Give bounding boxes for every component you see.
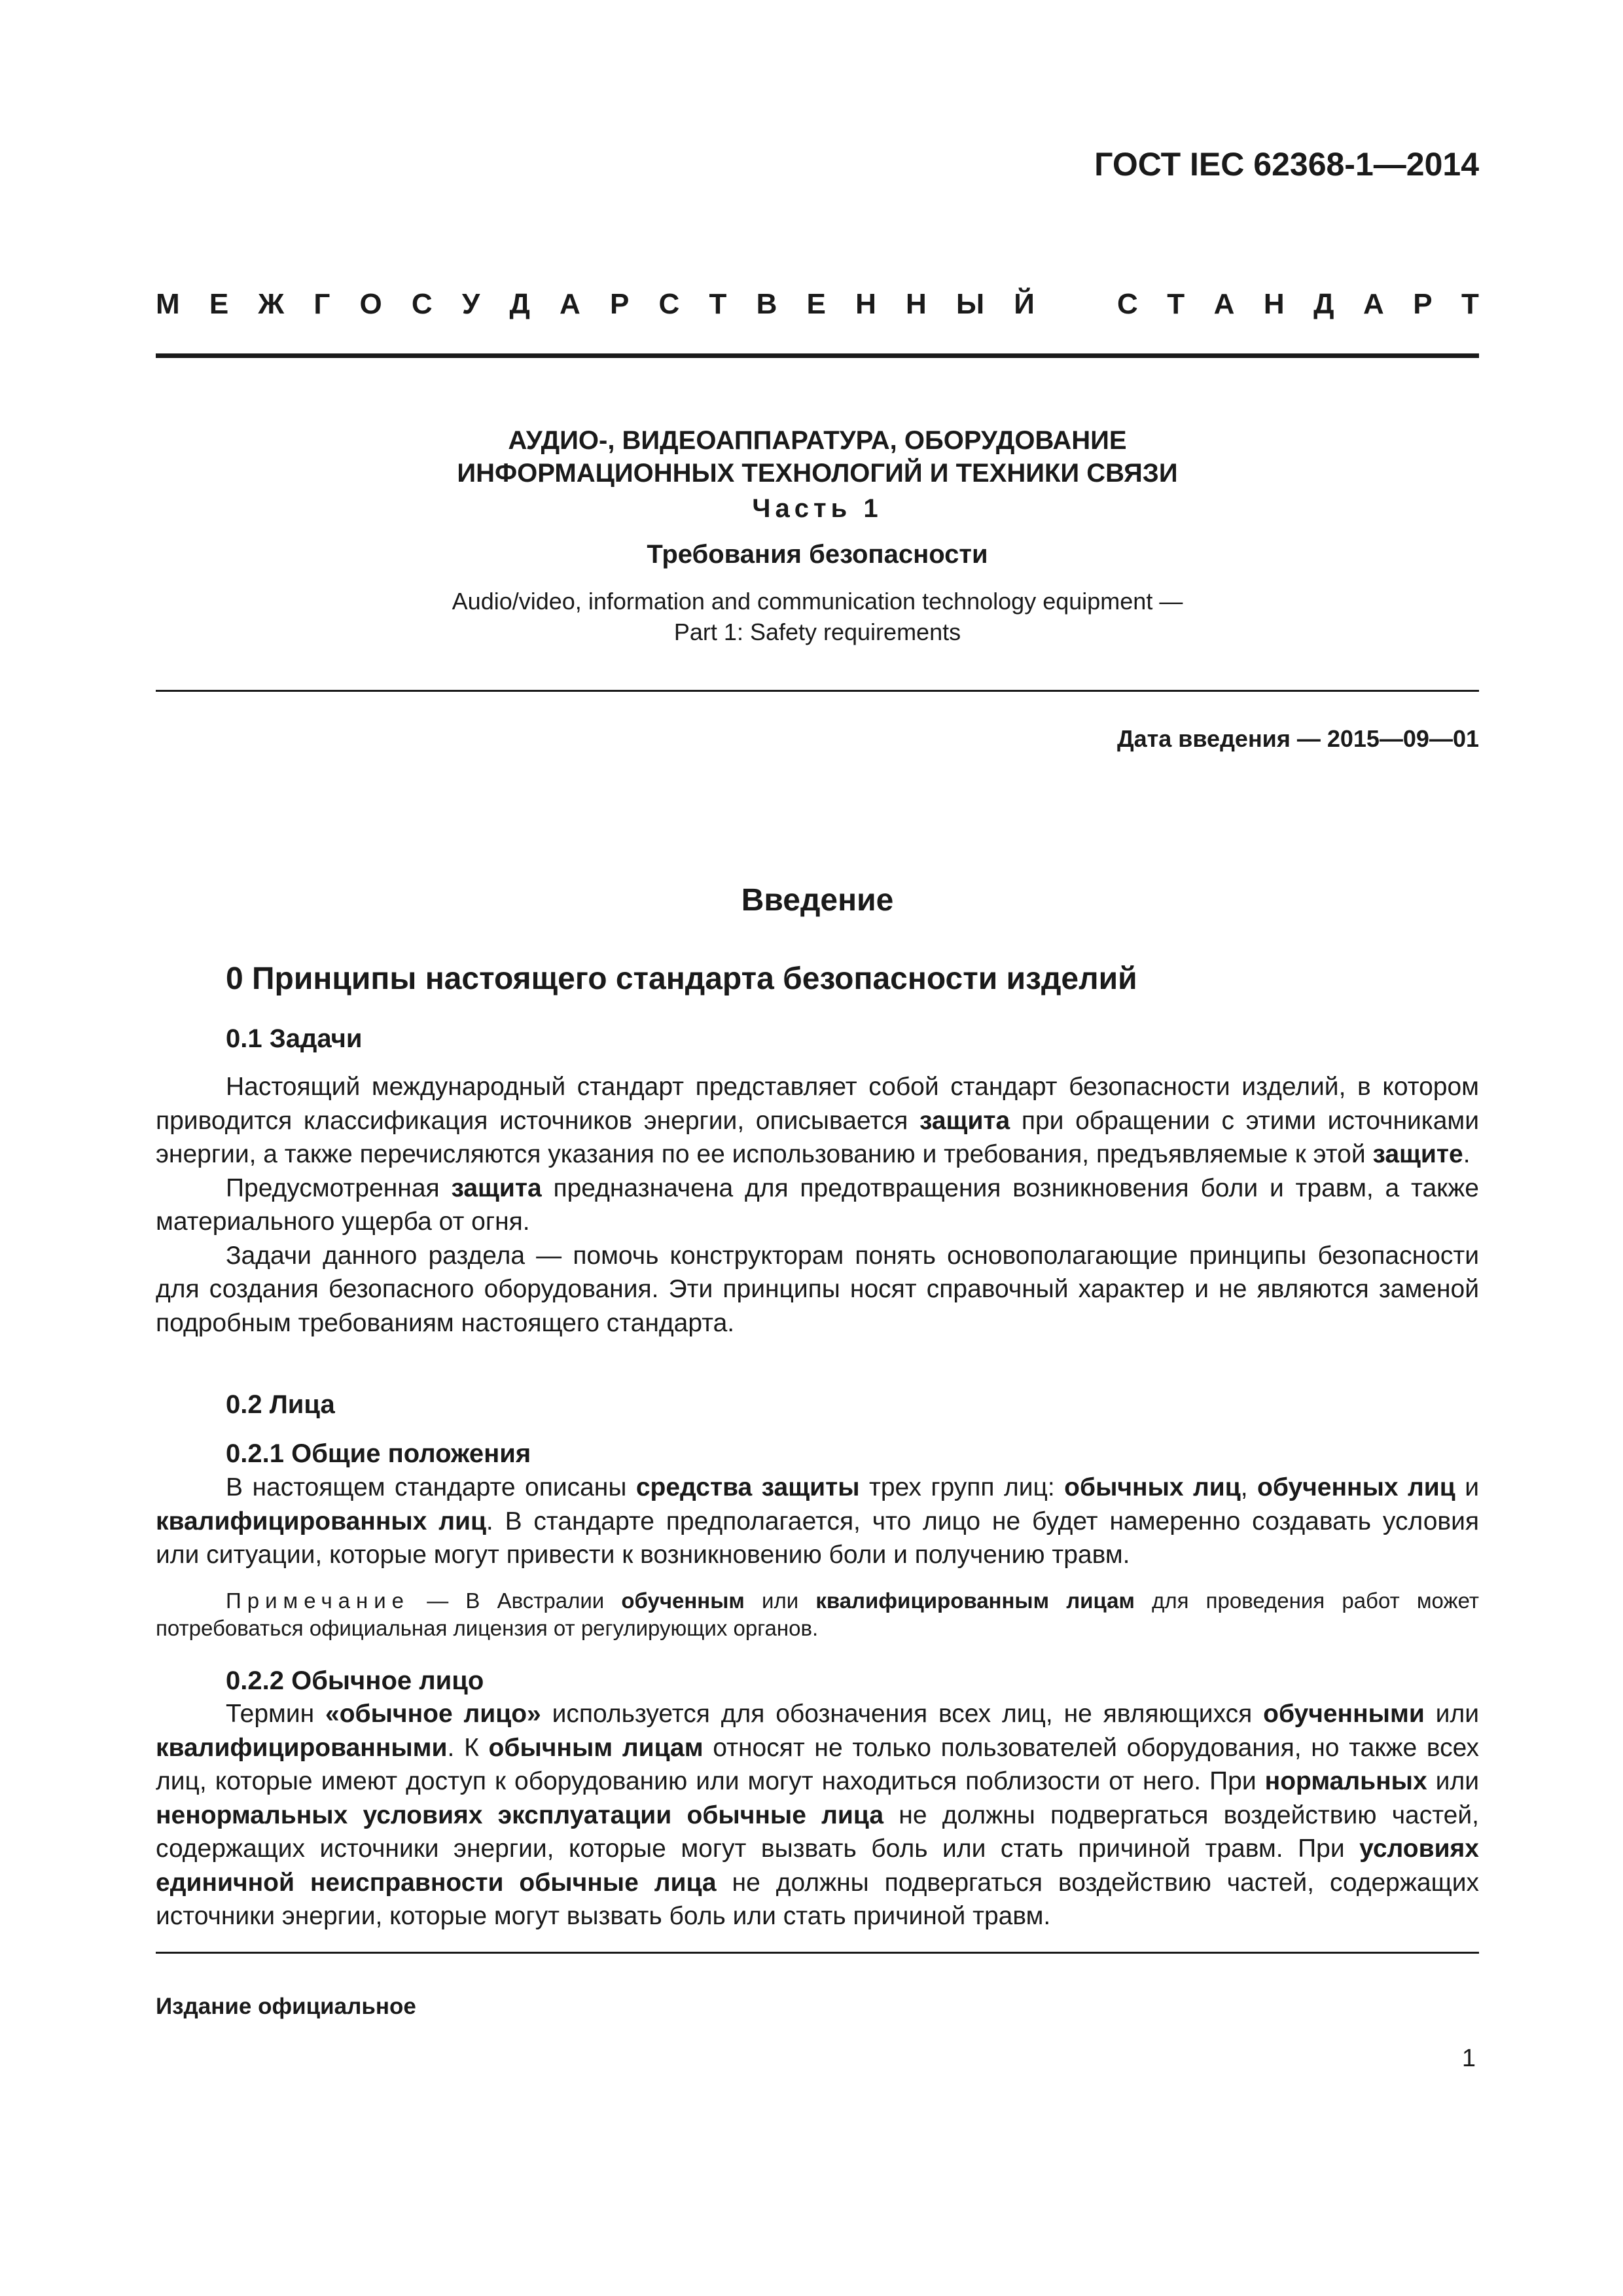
text-run: не должны подвергаться воздействию частей, содержащих источники энергии, которые могут вызвать боль или стать причиной травм.: [156, 1868, 1479, 1930]
standard-type-heading: [156, 288, 1479, 321]
section-0-1-body: [156, 1070, 1479, 1340]
bold-term: обученным: [621, 1588, 745, 1613]
english-title-line-2: Part 1: Safety requirements: [673, 619, 961, 645]
bold-term: квалифицированным лицам: [815, 1588, 1135, 1613]
paragraph: [156, 1697, 1479, 1933]
text-run: Задачи данного раздела — помочь конструкторам понять основополагающие принципы безопасности для создания безопасного оборудования. Эти принципы носят справочный характер и не являются заменой подробным требованиям настоящего стандарта.: [156, 1241, 1479, 1337]
section-0-heading: 0 Принципы настоящего стандарта безопасности изделий: [226, 961, 1137, 996]
heading-letter: Г: [313, 288, 330, 320]
text-run: ,: [1240, 1473, 1258, 1501]
bold-term: обычным лицам: [488, 1733, 704, 1762]
bold-term: ненормальных условиях эксплуатации обычные лица: [156, 1801, 884, 1829]
text-run: Термин: [226, 1700, 326, 1728]
bold-term: защита: [451, 1174, 542, 1202]
title-line-1: АУДИО-, ВИДЕОАППАРАТУРА, ОБОРУДОВАНИЕ: [508, 426, 1127, 455]
bold-term: нормальных: [1264, 1767, 1427, 1795]
document-title: [156, 424, 1479, 490]
text-run: при обращении с этими источниками энергии, а также перечисляются указания по ее использованию и требования, предъявляемые к этой: [156, 1106, 1480, 1168]
text-run: трех групп лиц:: [859, 1473, 1065, 1501]
section-0-2-2-heading: 0.2.2 Обычное лицо: [226, 1666, 484, 1695]
heading-letter: Е: [209, 288, 229, 320]
bold-term: квалифицированных лиц: [156, 1507, 486, 1535]
paragraph: [156, 1070, 1479, 1172]
text-run: предназначена для предотвращения возникновения боли и травм, а также материального ущерба от огня.: [156, 1174, 1479, 1236]
bold-term: защите: [1372, 1140, 1463, 1168]
date-of-introduction: Дата введения — 2015—09—01: [1116, 725, 1479, 752]
heading-letter: Д: [509, 288, 530, 320]
heading-letter: Т: [1461, 288, 1479, 320]
heading-letter: Е: [806, 288, 826, 320]
heading-letter: С: [1117, 288, 1138, 320]
heading-letter: Т: [1167, 288, 1185, 320]
official-edition-label: Издание официальное: [156, 1994, 416, 2019]
bold-term: обученными: [1263, 1700, 1425, 1728]
title-line-2: ИНФОРМАЦИОННЫХ ТЕХНОЛОГИЙ И ТЕХНИКИ СВЯЗИ: [457, 459, 1178, 488]
text-run: .: [1463, 1140, 1471, 1168]
text-run: относят не только пользователей оборудования, но также всех лиц, которые имеют доступ к оборудованию или могут находиться поблизости от него. При: [156, 1733, 1480, 1795]
english-title-line-1: Audio/video, information and communication technology equipment —: [452, 588, 1183, 615]
bold-term: защита: [919, 1106, 1010, 1135]
text-run: Настоящий международный стандарт представляет собой стандарт безопасности изделий, в котором приводится классификация источников энергии, описывается: [156, 1073, 1479, 1135]
bold-term: условиях единичной неисправности обычные лица: [156, 1835, 1479, 1897]
text-run: Предусмотренная: [226, 1174, 452, 1202]
heading-letter: Р: [609, 288, 630, 320]
heading-letter: Д: [1313, 288, 1334, 320]
text-run: и: [1455, 1473, 1480, 1501]
page-number: 1: [1461, 2045, 1476, 2072]
text-run: для проведения работ может потребоваться официальная лицензия от регулирующих органов.: [156, 1588, 1479, 1640]
gost-designation: ГОСТ IEC 62368-1—2014: [1094, 146, 1479, 183]
introduction-heading: Введение: [741, 883, 894, 918]
paragraph: [156, 1471, 1479, 1572]
bold-term: обученных лиц: [1257, 1473, 1455, 1501]
section-0-2-heading: 0.2 Лица: [226, 1390, 335, 1419]
text-run: . К: [447, 1733, 489, 1762]
heading-letter: Н: [855, 288, 876, 320]
heading-letter: В: [756, 288, 777, 320]
text-run: используется для обозначения всех лиц, не являющихся: [541, 1700, 1264, 1728]
paragraph: [156, 1172, 1479, 1239]
heading-letter: М: [156, 288, 180, 320]
text-run: или: [1427, 1767, 1479, 1795]
text-run: или: [744, 1588, 816, 1613]
standard-type-word1: [156, 288, 1035, 321]
heading-letter: Т: [709, 288, 727, 320]
title-rule: [156, 690, 1479, 692]
english-title: [156, 586, 1479, 647]
heading-letter: Н: [906, 288, 927, 320]
bold-term: квалифицированными: [156, 1733, 448, 1762]
section-0-1-heading: 0.1 Задачи: [226, 1024, 363, 1053]
text-run: В настоящем стандарте описаны: [226, 1473, 636, 1501]
heading-letter: А: [560, 288, 580, 320]
heading-letter: А: [1213, 288, 1235, 320]
note-label: Примечание: [226, 1588, 410, 1613]
note: [156, 1587, 1479, 1642]
requirements-title: Требования безопасности: [647, 540, 988, 569]
text-run: или: [1424, 1700, 1479, 1728]
text-run: — В Австралии: [410, 1588, 622, 1613]
bold-term: средства защиты: [635, 1473, 860, 1501]
text-run: . В стандарте предполагается, что лицо не будет намеренно создавать условия или ситуации, которые могут привести к возникновению боли и получению травм.: [156, 1507, 1480, 1569]
heading-letter: Н: [1263, 288, 1285, 320]
heading-letter: С: [658, 288, 680, 320]
header-rule: [156, 353, 1479, 358]
paragraph: [156, 1239, 1479, 1340]
heading-letter: А: [1363, 288, 1384, 320]
section-0-2-2-body: [156, 1697, 1479, 1933]
section-0-2-1-body: [156, 1471, 1479, 1572]
section-0-2-1-heading: 0.2.1 Общие положения: [226, 1439, 531, 1468]
heading-letter: С: [411, 288, 433, 320]
heading-letter: О: [359, 288, 382, 320]
standard-type-word2: [1117, 288, 1479, 321]
footer-rule: [156, 1952, 1479, 1954]
note-text: [156, 1587, 1479, 1642]
text-run: не должны подвергаться воздействию частей, содержащих источники энергии, которые могут вызвать боль или стать причиной травм. При: [156, 1801, 1479, 1863]
heading-letter: Р: [1413, 288, 1433, 320]
heading-letter: Ж: [258, 288, 285, 320]
bold-term: обычных лиц: [1064, 1473, 1241, 1501]
heading-letter: У: [461, 288, 480, 320]
heading-letter: Й: [1014, 288, 1035, 320]
heading-letter: Ы: [956, 288, 985, 320]
part-label: Часть 1: [752, 494, 883, 523]
bold-term: «обычное лицо»: [325, 1700, 541, 1728]
